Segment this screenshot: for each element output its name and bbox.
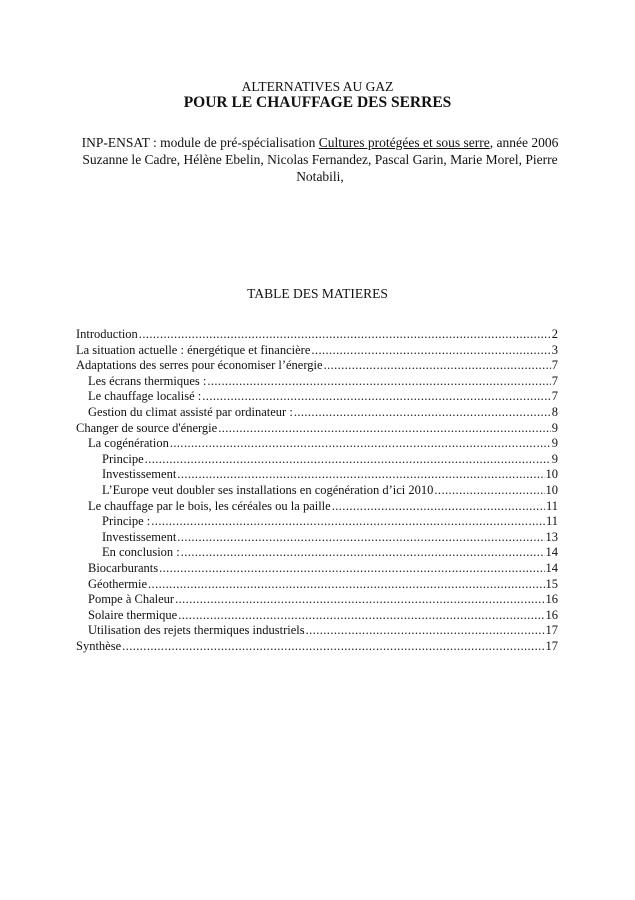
toc-entry[interactable] — [76, 639, 558, 655]
toc-entry-label: L’Europe veut doubler ses installations en cogénération d’ici 2010 — [102, 482, 434, 497]
toc-entry-page-number: 10 — [545, 482, 558, 497]
toc-dot-leader — [177, 467, 544, 483]
toc-dot-leader — [306, 623, 545, 639]
toc-entry[interactable] — [76, 561, 558, 577]
toc-entry[interactable] — [76, 327, 558, 343]
toc-entry-label: Changer de source d'énergie — [76, 420, 218, 435]
toc-dot-leader — [294, 405, 551, 421]
toc-entry[interactable] — [76, 608, 558, 624]
table-of-contents — [76, 327, 558, 654]
toc-entry-page-number: 17 — [545, 623, 558, 638]
toc-entry-page-number: 8 — [551, 404, 558, 419]
toc-entry[interactable] — [76, 389, 558, 405]
toc-entry-label: Utilisation des rejets thermiques industriels — [88, 623, 305, 638]
toc-dot-leader — [218, 421, 551, 437]
toc-dot-leader — [177, 530, 544, 546]
toc-entry[interactable] — [76, 343, 558, 359]
toc-entry-page-number: 15 — [545, 576, 558, 591]
toc-entry[interactable] — [76, 436, 558, 452]
toc-entry-page-number: 13 — [545, 529, 558, 544]
toc-entry[interactable] — [76, 514, 558, 530]
toc-entry[interactable] — [76, 452, 558, 468]
toc-dot-leader — [170, 436, 551, 452]
toc-entry-page-number: 14 — [545, 560, 558, 575]
toc-dot-leader — [324, 358, 551, 374]
toc-entry-page-number: 2 — [551, 327, 558, 341]
toc-entry-page-number: 16 — [545, 607, 558, 622]
toc-dot-leader — [311, 343, 550, 359]
toc-dot-leader — [332, 499, 545, 515]
module-link[interactable]: Cultures protégées et sous serre — [318, 135, 490, 150]
toc-entry[interactable] — [76, 577, 558, 593]
toc-entry[interactable] — [76, 358, 558, 374]
authors: Suzanne le Cadre, Hélène Ebelin, Nicolas Fernandez, Pascal Garin, Marie Morel, Pierre Notabili, — [82, 152, 558, 184]
toc-entry-label: La situation actuelle : énergétique et financière — [76, 342, 311, 357]
meta-prefix: INP-ENSAT : module de pré-spécialisation — [81, 135, 319, 150]
toc-entry-label: Synthèse — [76, 638, 122, 653]
toc-entry[interactable] — [76, 623, 558, 639]
toc-entry-label: Principe : — [102, 514, 151, 529]
toc-dot-leader — [178, 608, 544, 624]
toc-dot-leader — [151, 514, 545, 530]
toc-entry-page-number: 7 — [551, 389, 558, 404]
toc-entry-label: En conclusion : — [102, 545, 180, 560]
toc-entry[interactable] — [76, 405, 558, 421]
toc-dot-leader — [202, 389, 550, 405]
toc-entry[interactable] — [76, 483, 558, 499]
toc-entry-label: Introduction — [76, 327, 138, 341]
toc-entry-label: Pompe à Chaleur — [88, 592, 175, 607]
meta-suffix: , année 2006 — [489, 135, 559, 150]
toc-dot-leader — [122, 639, 544, 655]
toc-entry-page-number: 16 — [545, 592, 558, 607]
toc-entry-label: Adaptations des serres pour économiser l’énergie — [76, 358, 323, 373]
toc-entry-label: Le chauffage par le bois, les céréales ou la paille — [88, 498, 331, 513]
toc-dot-leader — [434, 483, 544, 499]
toc-entry-label: Les écrans thermiques : — [88, 373, 207, 388]
toc-entry-label: Solaire thermique — [88, 607, 178, 622]
toc-entry-label: La cogénération — [88, 436, 169, 451]
toc-dot-leader — [181, 545, 545, 561]
toc-dot-leader — [139, 327, 551, 343]
toc-entry-page-number: 17 — [545, 638, 558, 653]
toc-entry[interactable] — [76, 421, 558, 437]
toc-entry[interactable] — [76, 467, 558, 483]
toc-entry-page-number: 7 — [551, 358, 558, 373]
toc-entry-label: Géothermie — [88, 576, 148, 591]
toc-entry-page-number: 9 — [551, 436, 558, 451]
toc-entry[interactable] — [76, 499, 558, 515]
toc-entry-page-number: 3 — [551, 342, 558, 357]
toc-dot-leader — [175, 592, 544, 608]
toc-entry[interactable] — [76, 592, 558, 608]
toc-entry-label: Investissement — [102, 467, 177, 482]
toc-title: TABLE DES MATIERES — [247, 286, 388, 301]
toc-entry-label: Investissement — [102, 529, 177, 544]
toc-entry-page-number: 11 — [545, 514, 558, 529]
toc-dot-leader — [145, 452, 551, 468]
document-meta — [80, 134, 560, 185]
toc-entry-label: Principe — [102, 451, 144, 466]
toc-entry-page-number: 9 — [551, 420, 558, 435]
toc-entry[interactable] — [76, 545, 558, 561]
toc-dot-leader — [148, 577, 544, 593]
toc-entry-page-number: 11 — [545, 498, 558, 513]
toc-entry[interactable] — [76, 374, 558, 390]
document-title-line1: ALTERNATIVES AU GAZ — [241, 79, 394, 94]
toc-entry-label: Gestion du climat assisté par ordinateur : — [88, 404, 293, 419]
toc-entry-page-number: 9 — [551, 451, 558, 466]
toc-entry-label: Biocarburants — [88, 560, 159, 575]
toc-entry-label: Le chauffage localisé : — [88, 389, 202, 404]
toc-dot-leader — [207, 374, 550, 390]
toc-entry-page-number: 7 — [551, 373, 558, 388]
document-title-line2: POUR LE CHAUFFAGE DES SERRES — [183, 94, 452, 111]
toc-entry-page-number: 14 — [545, 545, 558, 560]
toc-entry[interactable] — [76, 530, 558, 546]
toc-dot-leader — [159, 561, 544, 577]
toc-entry-page-number: 10 — [545, 467, 558, 482]
